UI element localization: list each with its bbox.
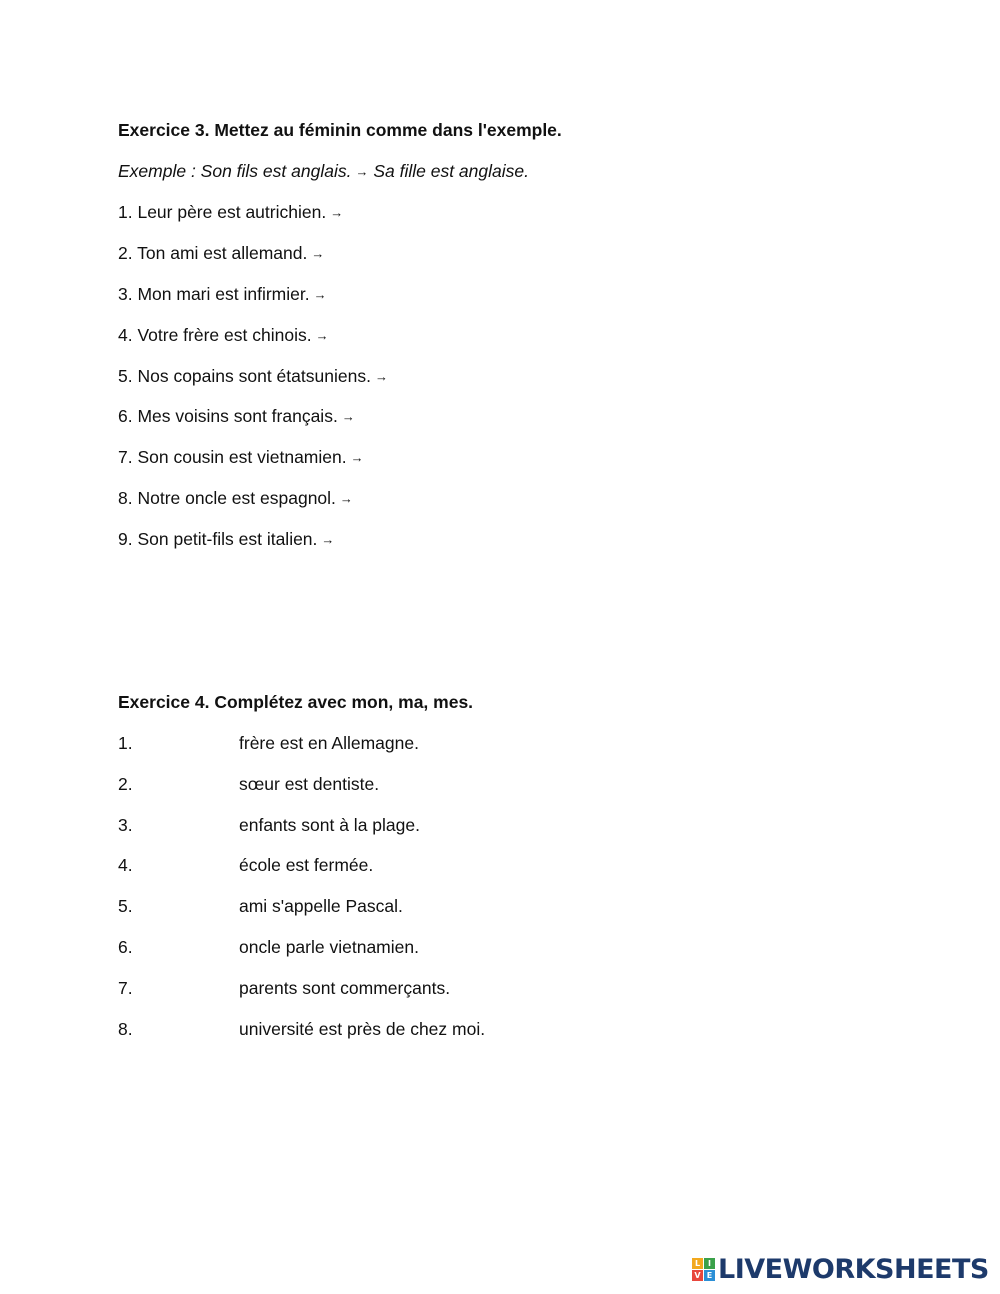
item-number: 7. — [118, 978, 133, 998]
item-number: 8. — [118, 1019, 133, 1039]
arrow-icon: → — [339, 491, 353, 506]
brand-name: LIVEWORKSHEETS — [718, 1253, 989, 1285]
item-number: 1. — [118, 733, 133, 753]
example-answer: Sa fille est anglaise. — [373, 161, 529, 181]
item-text: sœur est dentiste. — [239, 774, 380, 794]
item-number: 6. — [118, 937, 133, 957]
arrow-icon: → — [350, 450, 364, 465]
exercise3-item: 7. Son cousin est vietnamien. → — [118, 447, 364, 467]
arrow-icon: → — [341, 409, 355, 424]
item-text: enfants sont à la plage. — [239, 815, 420, 835]
exercise3-item: 5. Nos copains sont étatsuniens. → — [118, 366, 388, 386]
exercise3-item: 3. Mon mari est infirmier. → — [118, 284, 327, 304]
item-text: frère est en Allemagne. — [239, 733, 419, 753]
item-number: 2. — [118, 774, 133, 794]
arrow-icon: → — [313, 287, 327, 302]
item-number: 3. — [118, 815, 133, 835]
exercise3-item: 1. Leur père est autrichien. → — [118, 202, 344, 222]
item-text: université est près de chez moi. — [239, 1019, 486, 1039]
exercise4-title: Exercice 4. Complétez avec mon, ma, mes. — [118, 692, 474, 712]
arrow-icon: → — [315, 328, 329, 343]
arrow-icon: → — [374, 369, 388, 384]
exercise4-item — [118, 732, 419, 754]
arrow-icon: → — [330, 205, 344, 220]
logo-cell: E — [704, 1270, 715, 1281]
worksheet-page — [118, 0, 878, 1294]
exercise3-item: 2. Ton ami est allemand. → — [118, 243, 325, 263]
exercise4-item — [118, 854, 373, 876]
arrow-icon: → — [311, 246, 325, 261]
arrow-icon: → — [355, 164, 369, 179]
logo-cell: I — [704, 1258, 715, 1269]
item-text: ami s'appelle Pascal. — [239, 896, 403, 916]
exercise4-item — [118, 773, 379, 795]
exercise4-item — [118, 814, 420, 836]
exercise3-item: 6. Mes voisins sont français. → — [118, 406, 355, 426]
arrow-icon: → — [321, 532, 335, 547]
exercise4-item — [118, 1018, 485, 1040]
liveworksheets-logo — [692, 1253, 989, 1285]
item-text: parents sont commerçants. — [239, 978, 451, 998]
exercise3-item: 9. Son petit-fils est italien. → — [118, 529, 335, 549]
example-text: Exemple : Son fils est anglais. — [118, 161, 352, 181]
item-text: école est fermée. — [239, 855, 374, 875]
exercise3-item: 4. Votre frère est chinois. → — [118, 325, 329, 345]
item-number: 5. — [118, 896, 133, 916]
logo-mark-icon — [692, 1258, 715, 1281]
logo-cell: L — [692, 1258, 703, 1269]
logo-cell: V — [692, 1270, 703, 1281]
exercise4-item — [118, 977, 450, 999]
exercise4-item — [118, 895, 403, 917]
exercise4-item — [118, 936, 419, 958]
exercise3-example — [118, 160, 529, 183]
item-text: oncle parle vietnamien. — [239, 937, 419, 957]
item-number: 4. — [118, 855, 133, 875]
exercise3-title: Exercice 3. Mettez au féminin comme dans l'exemple. — [118, 120, 562, 140]
exercise3-item: 8. Notre oncle est espagnol. → — [118, 488, 353, 508]
